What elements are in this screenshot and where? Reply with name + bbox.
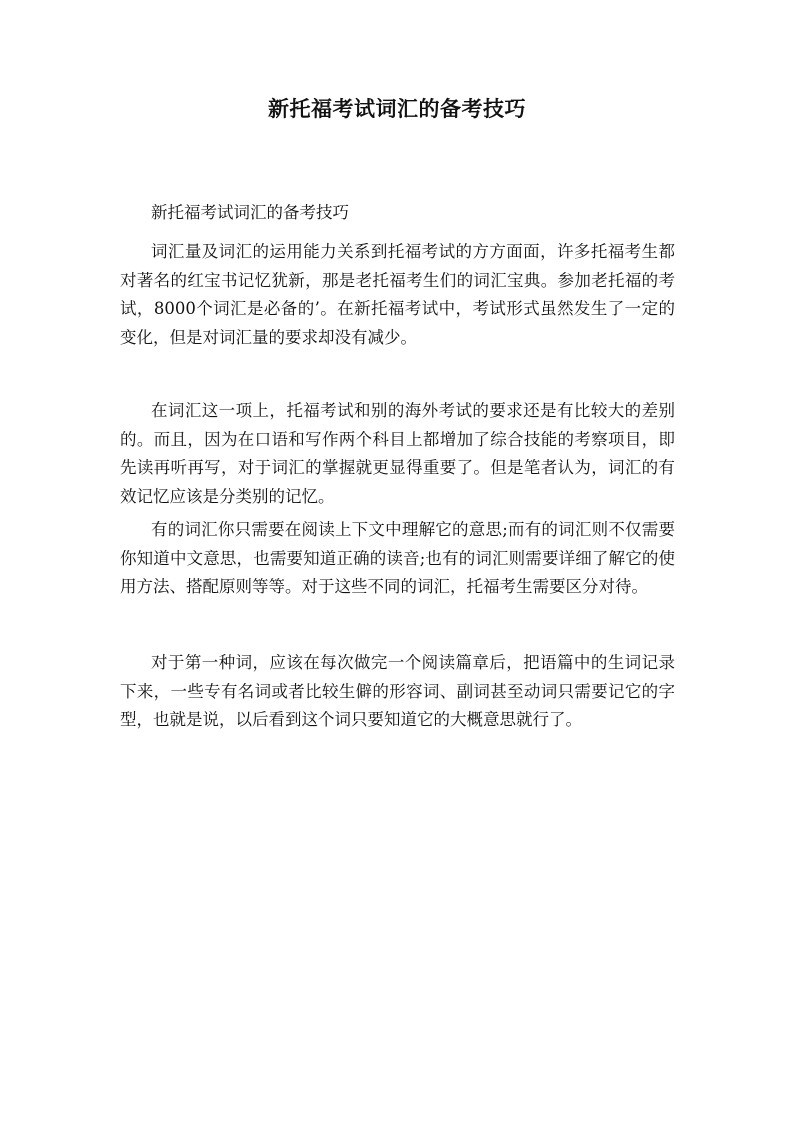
- document-title: 新托福考试词汇的备考技巧: [268, 96, 526, 121]
- paragraph-2: 在词汇这一项上，托福考试和别的海外考试的要求还是有比较大的差别的。而且，因为在口语和写作两个科目上都增加了综合技能的考察项目，即先读再听再写，对于词汇的掌握就更显得重要了。但是笔者认为，词汇的有效记忆应该是分类别的记忆。: [120, 401, 675, 506]
- paragraph-3: 有的词汇你只需要在阅读上下文中理解它的意思;而有的词汇则不仅需要你知道中文意思，也需要知道正确的读音;也有的词汇则需要详细了解它的使用方法、搭配原则等等。对于这些不同的词汇，托福考生需要区分对待。: [120, 520, 675, 596]
- document-subtitle: 新托福考试词汇的备考技巧: [151, 203, 349, 222]
- paragraph-1: 词汇量及词汇的运用能力关系到托福考试的方方面面，许多托福考生都对著名的红宝书记忆犹新，那是老托福考生们的词汇宝典。参加老托福的考试，8000个词汇是必备的’。在新托福考试中，考试形式虽然发生了一定的变化，但是对词汇量的要求却没有减少。: [120, 242, 675, 347]
- paragraph-4: 对于第一种词，应该在每次做完一个阅读篇章后，把语篇中的生词记录下来，一些专有名词或者比较生僻的形容词、副词甚至动词只需要记它的字型，也就是说，以后看到这个词只要知道它的大概意思就行了。: [120, 653, 675, 729]
